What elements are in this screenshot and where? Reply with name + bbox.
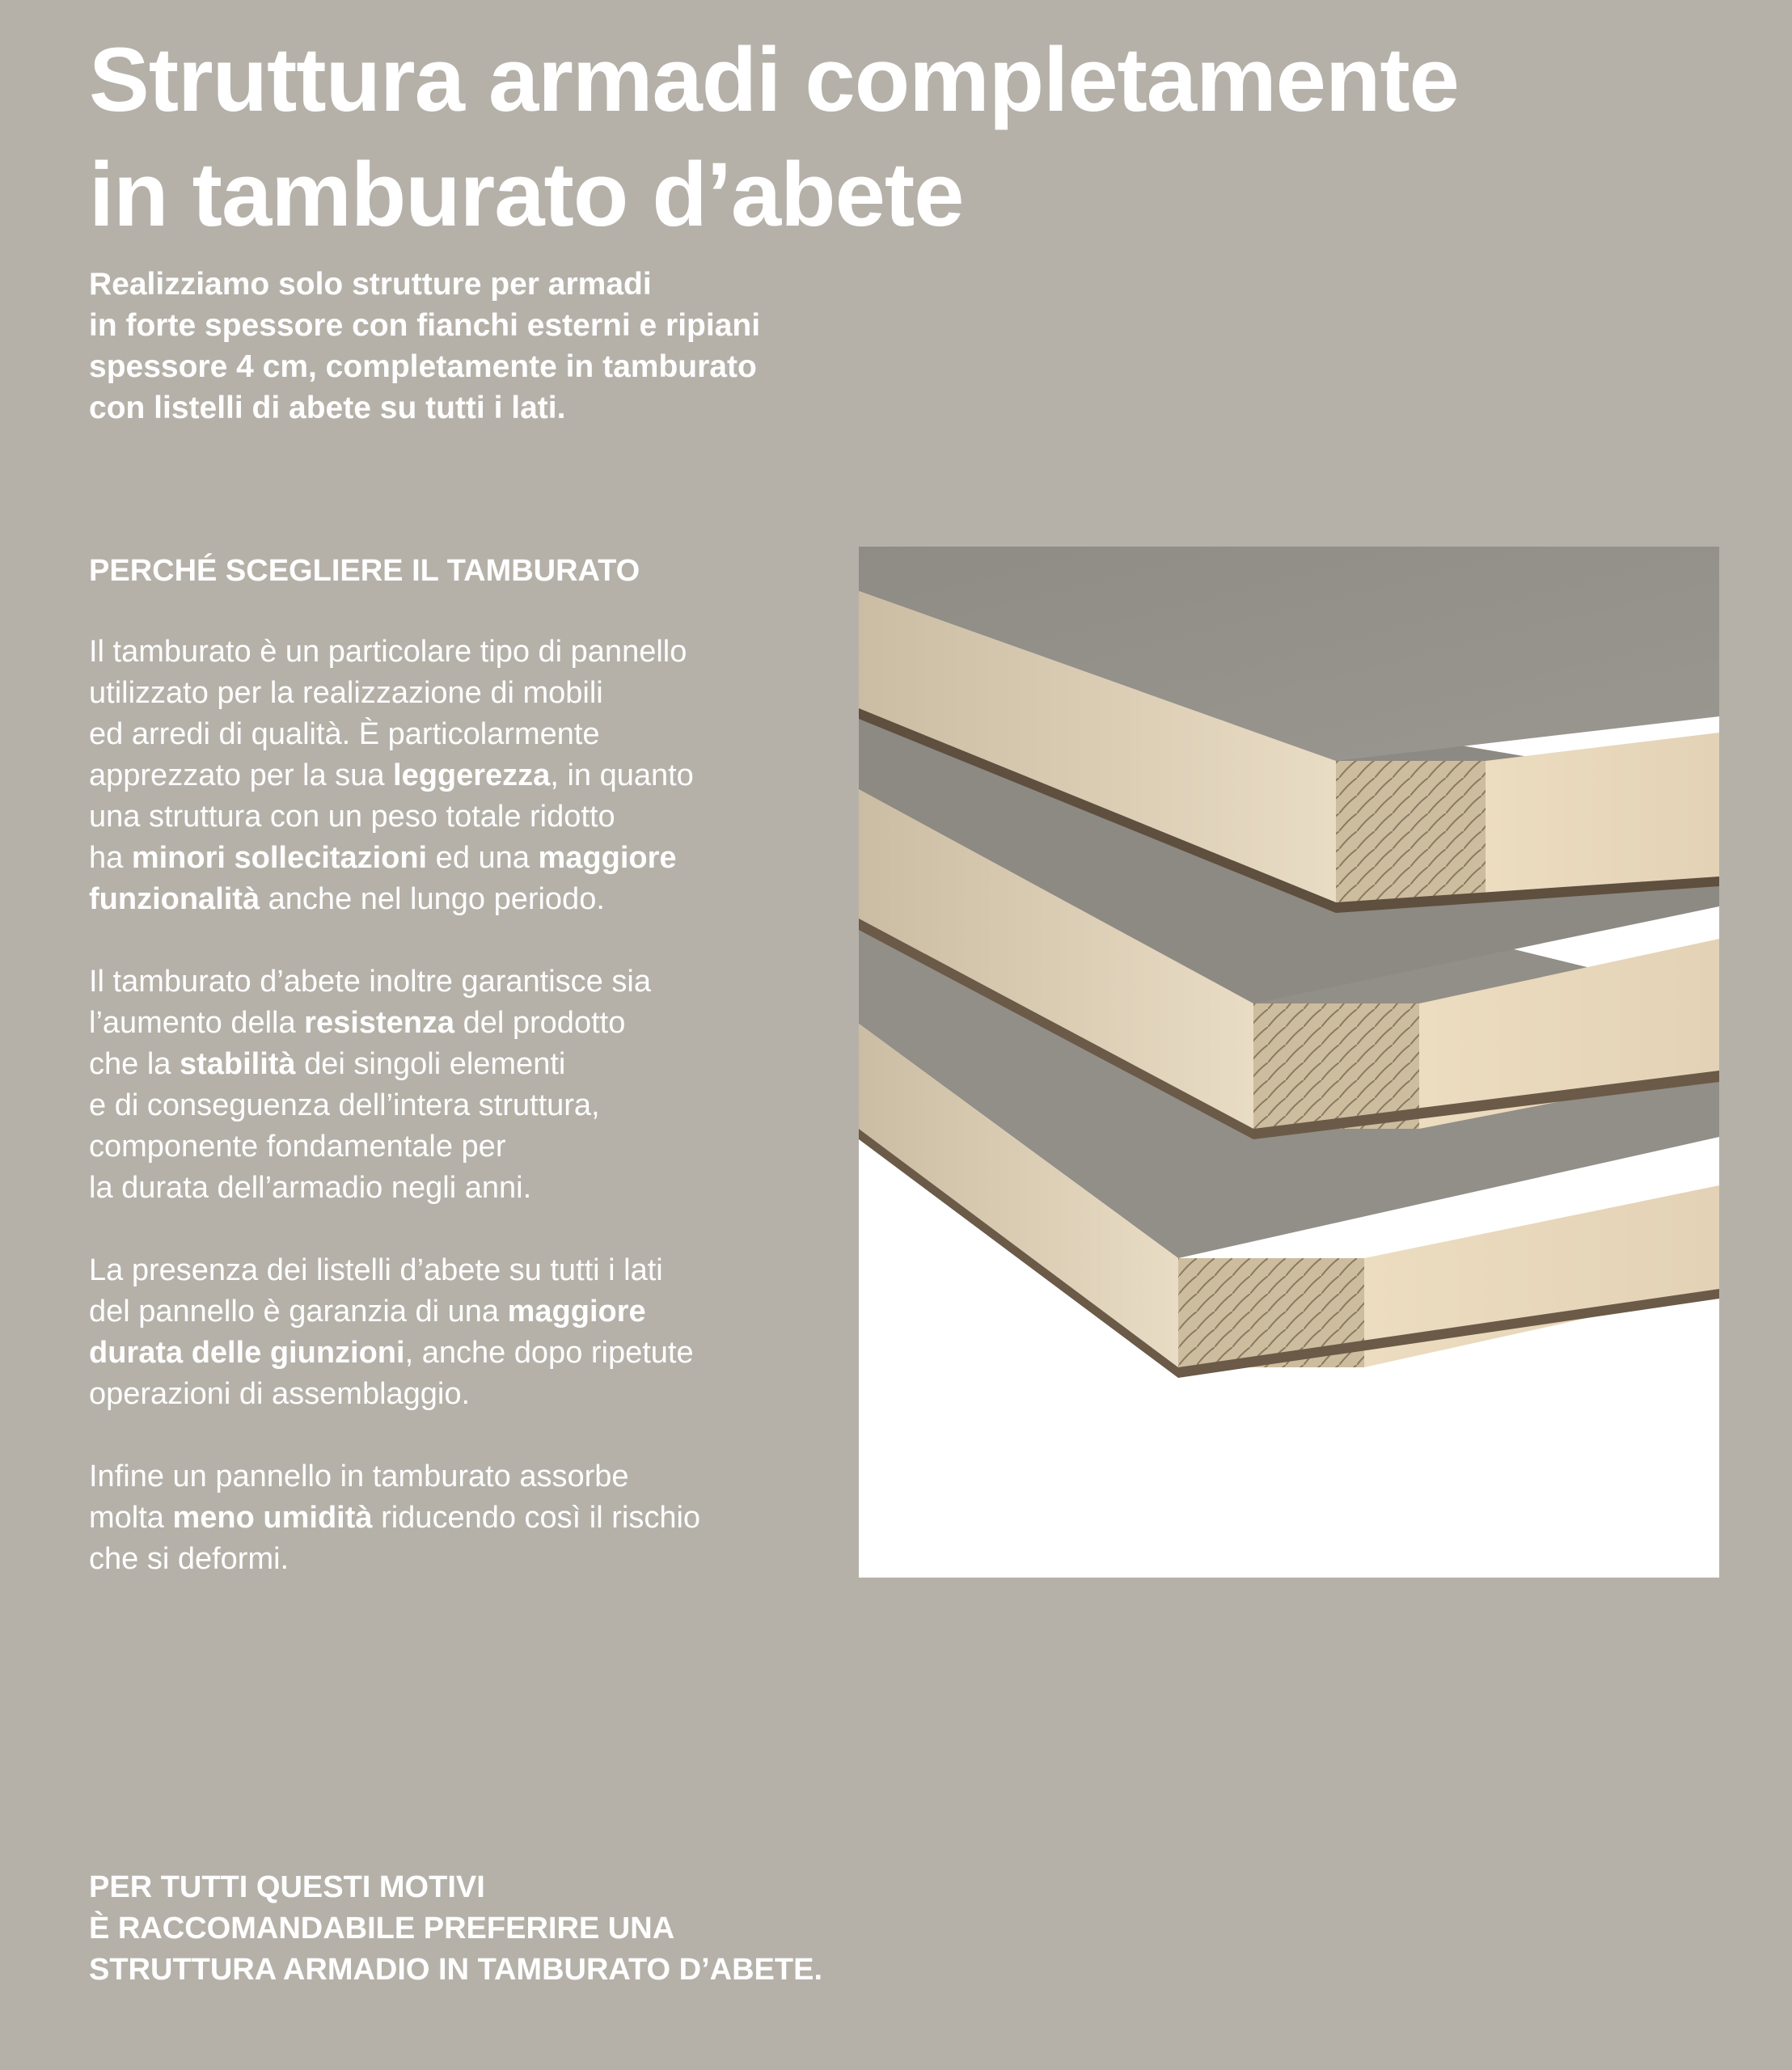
body-text-run: molta: [89, 1501, 173, 1535]
closing-line: È RACCOMANDABILE PREFERIRE UNA: [89, 1912, 675, 1945]
body-text-run: e di conseguenza dell’intera struttura,: [89, 1088, 600, 1122]
body-line: [89, 1539, 833, 1580]
title-line-2: in tamburato d’abete: [89, 144, 964, 245]
closing-line: STRUTTURA ARMADIO IN TAMBURATO D’ABETE.: [89, 1953, 823, 1987]
body-paragraph: [89, 632, 833, 920]
body-paragraph: [89, 1250, 833, 1415]
emphasis-text: leggerezza: [393, 758, 551, 792]
body-line: [89, 632, 833, 673]
emphasis-text: funzionalità: [89, 882, 260, 916]
body-text-run: del prodotto: [454, 1006, 626, 1040]
body-text-run: una struttura con un peso totale ridotto: [89, 800, 615, 834]
body-text-run: ed una: [427, 841, 539, 875]
body-paragraph: [89, 1456, 833, 1580]
stacked-panels-illustration: [859, 547, 1719, 1578]
body-text-run: , anche dopo ripetute: [404, 1336, 694, 1370]
body-line: [89, 714, 833, 755]
body-line: [89, 796, 833, 838]
body-line: [89, 1168, 833, 1209]
intro-text: [89, 264, 898, 429]
body-line: [89, 1456, 833, 1498]
section-heading: PERCHÉ SCEGLIERE IL TAMBURATO: [89, 554, 640, 588]
body-text-run: Il tamburato è un particolare tipo di pannello: [89, 635, 687, 669]
body-text-run: Infine un pannello in tamburato assorbe: [89, 1460, 629, 1493]
emphasis-text: durata delle giunzioni: [89, 1336, 405, 1370]
closing-statement: [89, 1867, 822, 1991]
body-text-run: l’aumento della: [89, 1006, 305, 1040]
body-text-run: apprezzato per la sua: [89, 758, 394, 792]
closing-line: PER TUTTI QUESTI MOTIVI: [89, 1870, 485, 1904]
body-line: [89, 1291, 833, 1333]
body-text-run: del pannello è garanzia di una: [89, 1295, 508, 1329]
body-line: [89, 1374, 833, 1415]
intro-line: spessore 4 cm, completamente in tamburato: [89, 349, 757, 384]
body-text-run: utilizzato per la realizzazione di mobili: [89, 676, 603, 710]
body-line: [89, 1250, 833, 1291]
page-title: [89, 23, 1625, 252]
body-text-run: operazioni di assemblaggio.: [89, 1377, 471, 1411]
intro-line: Realizziamo solo strutture per armadi: [89, 267, 652, 302]
emphasis-text: maggiore: [538, 841, 677, 875]
body-text-run: la durata dell’armadio negli anni.: [89, 1171, 532, 1205]
body-text-run: Il tamburato d’abete inoltre garantisce sia: [89, 965, 651, 999]
body-text-run: dei singoli elementi: [295, 1047, 566, 1081]
body-text-run: che la: [89, 1047, 180, 1081]
body-text-run: ed arredi di qualità. È particolarmente: [89, 717, 600, 751]
body-line: [89, 879, 833, 920]
body-text-run: che si deformi.: [89, 1542, 290, 1576]
body-line: [89, 961, 833, 1003]
intro-line: in forte spessore con fianchi esterni e ripiani: [89, 308, 761, 343]
wood-panels-photo: [859, 547, 1719, 1578]
body-paragraph: [89, 961, 833, 1209]
body-text-run: componente fondamentale per: [89, 1130, 506, 1164]
emphasis-text: maggiore: [507, 1295, 646, 1329]
body-text-run: riducendo così il rischio: [372, 1501, 701, 1535]
body-line: [89, 838, 833, 879]
emphasis-text: meno umidità: [172, 1501, 373, 1535]
body-line: [89, 1498, 833, 1539]
body-text-run: , in quanto: [550, 758, 694, 792]
body-text-run: ha: [89, 841, 132, 875]
body-line: [89, 673, 833, 714]
body-line: [89, 1085, 833, 1126]
emphasis-text: minori sollecitazioni: [131, 841, 428, 875]
body-line: [89, 755, 833, 796]
body-line: [89, 1333, 833, 1374]
body-line: [89, 1126, 833, 1168]
intro-line: con listelli di abete su tutti i lati.: [89, 391, 566, 425]
body-text: [89, 632, 833, 1621]
emphasis-text: resistenza: [304, 1006, 455, 1040]
body-text-run: anche nel lungo periodo.: [260, 882, 605, 916]
title-line-1: Struttura armadi completamente: [89, 29, 1459, 130]
emphasis-text: stabilità: [179, 1047, 296, 1081]
body-text-run: La presenza dei listelli d’abete su tutti i lati: [89, 1253, 663, 1287]
body-line: [89, 1003, 833, 1044]
body-line: [89, 1044, 833, 1085]
